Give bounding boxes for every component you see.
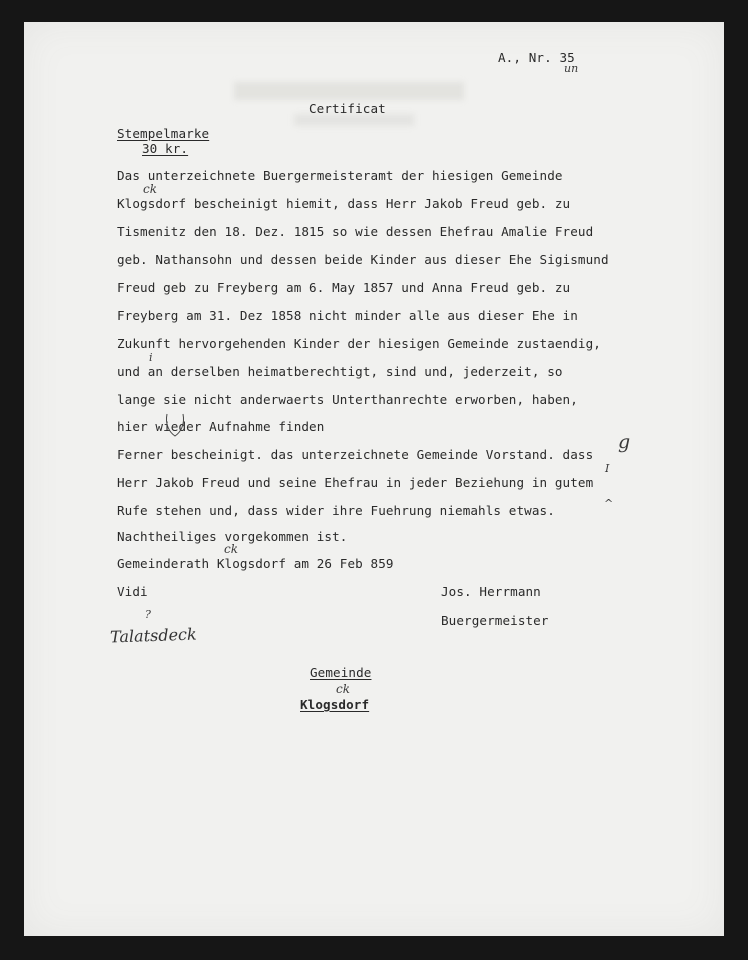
body-line: Ferner bescheinigt. das unterzeichnete Gemeinde Vorstand. dass (117, 447, 594, 462)
bleed-through-mark (234, 82, 464, 100)
body-line: und an derselben heimatberechtigt, sind und, jederzeit, so (117, 364, 563, 379)
handwritten-correction: i (149, 351, 153, 364)
document-page (24, 22, 724, 936)
body-line: Tismenitz den 18. Dez. 1815 so wie dessen Ehefrau Amalie Freud (117, 224, 594, 239)
stamp-label: Stempelmarke (117, 126, 210, 141)
body-line: Zukunft hervorgehenden Kinder der hiesigen Gemeinde zustaendig, (117, 336, 601, 351)
stamp-value: 30 kr. (142, 141, 189, 156)
body-line: Freyberg am 31. Dez 1858 nicht minder alle aus dieser Ehe in (117, 308, 578, 323)
body-line: Das unterzeichnete Buergermeisteramt der hiesigen Gemeinde (117, 168, 563, 183)
vidi-label: Vidi (117, 584, 148, 599)
body-line: lange sie nicht anderwaerts Unterthanrechte erworben, haben, (117, 392, 578, 407)
body-line: Freud geb zu Freyberg am 6. May 1857 und Anna Freud geb. zu (117, 280, 571, 295)
handwritten-correction: I (605, 462, 610, 475)
handwritten-correction: ck (336, 682, 350, 696)
handwritten-correction: ck (143, 182, 157, 196)
handwritten-correction: ck (224, 542, 238, 556)
reference-annotation: un (564, 62, 579, 75)
insertion-mark (163, 410, 187, 440)
document-title: Certificat (309, 101, 386, 116)
body-line: hier wieder Aufnahme finden (117, 419, 325, 434)
handwritten-correction: g (618, 431, 631, 453)
body-line: Klogsdorf bescheinigt hiemit, dass Herr Jakob Freud geb. zu (117, 196, 571, 211)
body-line: Rufe stehen und, dass wider ihre Fuehrung niemahls etwas. (117, 503, 555, 518)
body-line: Herr Jakob Freud und seine Ehefrau in jeder Beziehung in gutem (117, 475, 594, 490)
seal-line-1: Gemeinde (310, 665, 372, 680)
body-line: geb. Nathansohn und dessen beide Kinder aus dieser Ehe Sigismund (117, 252, 609, 267)
signatory-title: Buergermeister (441, 613, 549, 628)
signatory-name: Jos. Herrmann (441, 584, 541, 599)
reference-number: A., Nr. 35 (498, 50, 575, 65)
handwritten-question-mark: ? (145, 608, 151, 621)
body-line: Nachtheiliges vorgekommen ist. (117, 529, 348, 544)
handwritten-signature: Talatsdeck (109, 624, 197, 647)
handwritten-caret: ^ (604, 497, 614, 510)
seal-line-2: Klogsdorf (300, 697, 370, 712)
body-line: Gemeinderath Klogsdorf am 26 Feb 859 (117, 556, 394, 571)
